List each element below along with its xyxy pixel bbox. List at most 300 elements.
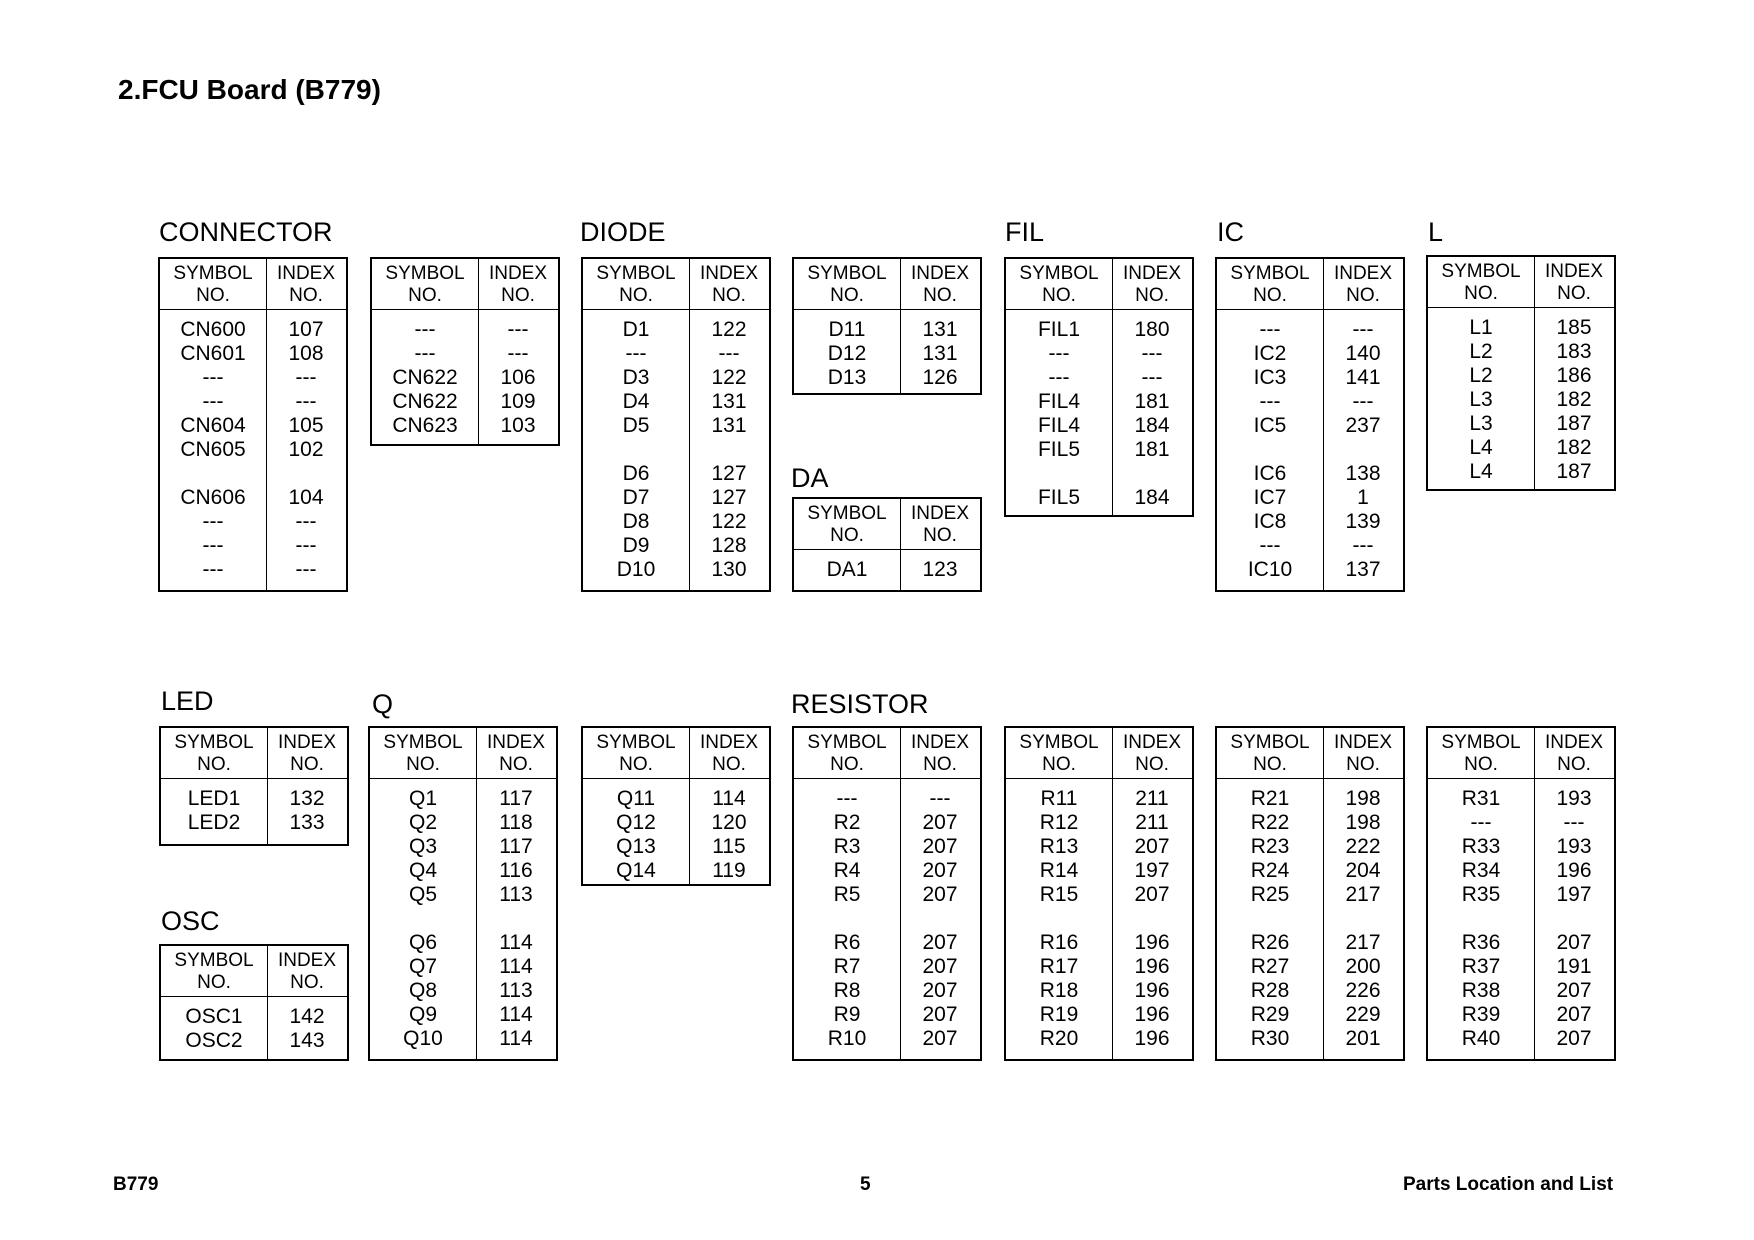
table-row — [1006, 414, 1192, 438]
symbol-cell: R36 — [1461, 931, 1501, 954]
table-row — [583, 318, 769, 342]
index-cell: 207 — [1556, 931, 1592, 954]
table-row — [160, 438, 346, 462]
index-cell — [1112, 462, 1192, 486]
index-cell — [689, 438, 769, 462]
symbol-cell: R7 — [833, 955, 861, 978]
symbol-cell: --- — [202, 534, 224, 557]
table-row — [1006, 907, 1192, 931]
table-row — [160, 486, 346, 510]
table-row — [1428, 460, 1614, 484]
index-cell: 187 — [1556, 460, 1592, 483]
table-header — [372, 259, 558, 310]
symbol-cell: R13 — [1039, 835, 1079, 858]
index-cell: 117 — [499, 787, 533, 810]
index-cell: 104 — [288, 486, 324, 509]
table-row — [370, 883, 556, 907]
symbol-cell: R19 — [1039, 1003, 1079, 1026]
table-body — [1428, 308, 1614, 484]
index-cell: 131 — [711, 390, 747, 413]
index-cell: 139 — [1345, 510, 1381, 533]
index-no-header: INDEX NO. — [910, 732, 970, 775]
table-row — [1006, 979, 1192, 1003]
symbol-cell: --- — [202, 366, 224, 389]
table-row — [1217, 318, 1403, 342]
table-row — [1217, 558, 1403, 582]
symbol-cell: OSC1 — [185, 1005, 243, 1028]
index-cell: 185 — [1556, 316, 1592, 339]
table-row — [1217, 342, 1403, 366]
index-cell: 127 — [711, 486, 747, 509]
index-cell: 109 — [500, 390, 536, 413]
table-row — [372, 342, 558, 366]
table-row — [370, 859, 556, 883]
symbol-cell: Q3 — [408, 835, 437, 858]
symbol-cell: Q4 — [408, 859, 437, 882]
table-header — [794, 259, 980, 310]
table-row — [1428, 1027, 1614, 1051]
table-row — [1217, 1003, 1403, 1027]
table-row — [1217, 438, 1403, 462]
index-cell: --- — [295, 366, 317, 389]
table-row — [583, 510, 769, 534]
table-row — [1006, 462, 1192, 486]
symbol-cell — [1006, 462, 1112, 486]
index-cell: 143 — [289, 1029, 325, 1052]
index-cell — [1323, 438, 1403, 462]
table-row — [794, 1003, 980, 1027]
table-header — [1217, 728, 1403, 779]
symbol-no-header: SYMBOL NO. — [173, 263, 253, 306]
index-cell: 131 — [711, 414, 747, 437]
index-no-header: INDEX NO. — [1122, 263, 1182, 306]
index-cell: 114 — [499, 931, 533, 954]
table-body — [1006, 779, 1192, 1051]
column-divider — [476, 728, 477, 1059]
index-no-header: INDEX NO. — [486, 732, 546, 775]
parts-table-resistor-3 — [1215, 726, 1405, 1061]
table-row — [1006, 1003, 1192, 1027]
section-title-led: LED — [161, 686, 214, 716]
symbol-cell: CN601 — [180, 342, 246, 365]
table-row — [1217, 390, 1403, 414]
column-divider — [1534, 257, 1535, 489]
symbol-cell: FIL5 — [1037, 486, 1081, 509]
symbol-cell — [1217, 438, 1323, 462]
table-row — [1217, 955, 1403, 979]
section-title-ic: IC — [1217, 217, 1244, 247]
table-row — [1006, 811, 1192, 835]
symbol-cell — [794, 907, 900, 931]
table-row — [1006, 931, 1192, 955]
index-cell: --- — [1563, 811, 1585, 834]
symbol-cell: R18 — [1039, 979, 1079, 1002]
symbol-cell: R20 — [1039, 1027, 1079, 1050]
table-body — [1217, 310, 1403, 582]
index-cell: 123 — [922, 558, 958, 581]
footer-page-number: 5 — [860, 1174, 871, 1195]
symbol-cell: R31 — [1461, 787, 1501, 810]
index-cell: --- — [1141, 366, 1163, 389]
index-cell: 137 — [1345, 558, 1381, 581]
table-row — [583, 558, 769, 582]
symbol-cell: Q2 — [408, 811, 437, 834]
table-row — [794, 835, 980, 859]
index-cell: --- — [1352, 534, 1374, 557]
symbol-cell: R6 — [833, 931, 861, 954]
table-row — [372, 414, 558, 438]
table-row — [370, 787, 556, 811]
symbol-no-header: SYMBOL NO. — [1019, 263, 1099, 306]
index-cell: 197 — [1134, 859, 1170, 882]
symbol-cell: D4 — [622, 390, 650, 413]
index-no-header: INDEX NO. — [1333, 263, 1393, 306]
index-cell: 196 — [1134, 955, 1170, 978]
symbol-cell: R37 — [1461, 955, 1501, 978]
symbol-cell: IC2 — [1253, 342, 1287, 365]
column-divider — [1112, 728, 1113, 1059]
index-cell: 198 — [1345, 787, 1381, 810]
table-row — [160, 318, 346, 342]
symbol-cell: R10 — [827, 1027, 867, 1050]
index-cell: --- — [929, 787, 951, 810]
table-row — [370, 811, 556, 835]
table-row — [1006, 859, 1192, 883]
table-row — [370, 979, 556, 1003]
symbol-cell: R28 — [1250, 979, 1290, 1002]
table-row — [1217, 1027, 1403, 1051]
table-row — [1217, 510, 1403, 534]
table-body — [370, 779, 556, 1051]
index-cell: 207 — [922, 1003, 958, 1026]
table-header — [1006, 259, 1192, 310]
symbol-cell: R26 — [1250, 931, 1290, 954]
index-cell: 133 — [289, 811, 325, 834]
symbol-cell: L4 — [1469, 436, 1493, 459]
table-body — [1006, 310, 1192, 510]
table-body — [1217, 779, 1403, 1051]
symbol-cell: L2 — [1469, 364, 1493, 387]
index-no-header: INDEX NO. — [699, 263, 759, 306]
table-row — [1428, 907, 1614, 931]
index-cell: --- — [295, 510, 317, 533]
table-row — [1006, 390, 1192, 414]
table-row — [583, 438, 769, 462]
symbol-cell: IC8 — [1253, 510, 1287, 533]
symbol-cell: L3 — [1469, 412, 1493, 435]
symbol-cell: R8 — [833, 979, 861, 1002]
symbol-cell: --- — [1470, 811, 1492, 834]
index-cell: 207 — [1556, 1027, 1592, 1050]
index-cell: --- — [718, 342, 740, 365]
table-row — [372, 366, 558, 390]
table-row — [794, 931, 980, 955]
index-cell: 183 — [1556, 340, 1592, 363]
section-title-da: DA — [791, 463, 829, 493]
column-divider — [1323, 728, 1324, 1059]
table-header — [1428, 728, 1614, 779]
index-cell: 207 — [1556, 1003, 1592, 1026]
index-cell: 217 — [1345, 931, 1381, 954]
table-row — [161, 811, 347, 835]
symbol-cell: D1 — [622, 318, 650, 341]
index-cell: 207 — [922, 931, 958, 954]
symbol-cell: L1 — [1469, 316, 1493, 339]
column-divider — [900, 259, 901, 393]
table-row — [370, 907, 556, 931]
table-row — [370, 835, 556, 859]
table-row — [1006, 438, 1192, 462]
index-cell: 187 — [1556, 412, 1592, 435]
symbol-no-header: SYMBOL NO. — [174, 950, 254, 993]
index-cell: 127 — [711, 462, 747, 485]
index-cell: 1 — [1357, 486, 1369, 509]
index-no-header: INDEX NO. — [1544, 732, 1604, 775]
table-row — [794, 342, 980, 366]
table-row — [794, 955, 980, 979]
symbol-cell: LED1 — [187, 787, 241, 810]
index-cell: 126 — [922, 366, 958, 389]
section-title-l: L — [1428, 217, 1444, 247]
table-row — [1428, 436, 1614, 460]
table-row — [370, 955, 556, 979]
symbol-no-header: SYMBOL NO. — [807, 503, 887, 546]
column-divider — [1112, 259, 1113, 515]
parts-table-q-2 — [581, 726, 771, 886]
table-row — [583, 787, 769, 811]
symbol-cell — [1006, 907, 1112, 931]
table-row — [160, 558, 346, 582]
symbol-cell: L2 — [1469, 340, 1493, 363]
table-row — [160, 342, 346, 366]
symbol-cell: OSC2 — [185, 1029, 243, 1052]
symbol-cell: R24 — [1250, 859, 1290, 882]
table-row — [794, 318, 980, 342]
table-row — [161, 787, 347, 811]
symbol-no-header: SYMBOL NO. — [807, 263, 887, 306]
table-row — [1006, 835, 1192, 859]
symbol-cell: --- — [202, 390, 224, 413]
index-cell: 180 — [1134, 318, 1170, 341]
symbol-cell: CN623 — [392, 414, 458, 437]
index-cell: 186 — [1556, 364, 1592, 387]
symbol-cell: --- — [414, 342, 436, 365]
table-row — [1428, 364, 1614, 388]
index-cell: 130 — [711, 558, 747, 581]
table-row — [1217, 366, 1403, 390]
table-body — [161, 997, 347, 1053]
index-cell: --- — [295, 534, 317, 557]
symbol-cell: CN604 — [180, 414, 246, 437]
parts-table-osc-1 — [159, 944, 349, 1061]
index-cell: 196 — [1134, 979, 1170, 1002]
symbol-cell: FIL5 — [1037, 438, 1081, 461]
symbol-cell: D5 — [622, 414, 650, 437]
index-cell: 207 — [922, 835, 958, 858]
column-divider — [267, 946, 268, 1059]
index-cell: 207 — [1134, 883, 1170, 906]
symbol-cell — [160, 462, 266, 486]
symbol-no-header: SYMBOL NO. — [1019, 732, 1099, 775]
table-row — [160, 414, 346, 438]
table-row — [1217, 883, 1403, 907]
symbol-cell: Q8 — [408, 979, 437, 1002]
symbol-cell: CN622 — [392, 366, 458, 389]
index-cell: 201 — [1345, 1027, 1381, 1050]
table-row — [1217, 931, 1403, 955]
index-no-header: INDEX NO. — [277, 732, 337, 775]
symbol-no-header: SYMBOL NO. — [596, 732, 676, 775]
table-header — [1428, 257, 1614, 308]
table-row — [370, 1003, 556, 1027]
section-title-fil: FIL — [1005, 217, 1045, 247]
symbol-cell: CN606 — [180, 486, 246, 509]
symbol-cell: R12 — [1039, 811, 1079, 834]
index-cell: 181 — [1134, 390, 1170, 413]
table-body — [161, 779, 347, 835]
index-cell: 207 — [922, 859, 958, 882]
index-cell: 184 — [1134, 486, 1170, 509]
index-cell — [1112, 907, 1192, 931]
table-row — [1428, 316, 1614, 340]
table-body — [583, 310, 769, 582]
column-divider — [1534, 728, 1535, 1059]
symbol-cell: L4 — [1469, 460, 1493, 483]
table-row — [160, 462, 346, 486]
index-cell: 102 — [288, 438, 324, 461]
symbol-cell: D8 — [622, 510, 650, 533]
table-row — [1006, 1027, 1192, 1051]
table-row — [370, 931, 556, 955]
index-cell: 200 — [1345, 955, 1381, 978]
table-body — [794, 550, 980, 582]
index-cell: 184 — [1134, 414, 1170, 437]
symbol-cell: IC7 — [1253, 486, 1287, 509]
index-cell: 197 — [1556, 883, 1592, 906]
index-cell: 207 — [1556, 979, 1592, 1002]
parts-table-resistor-1 — [792, 726, 982, 1061]
index-cell: 132 — [289, 787, 325, 810]
footer-section-title: Parts Location and List — [1403, 1174, 1614, 1195]
symbol-cell: CN622 — [392, 390, 458, 413]
table-row — [160, 534, 346, 558]
symbol-cell — [370, 907, 476, 931]
index-cell: 119 — [712, 859, 746, 882]
symbol-cell: D3 — [622, 366, 650, 389]
symbol-no-header: SYMBOL NO. — [385, 263, 465, 306]
symbol-no-header: SYMBOL NO. — [807, 732, 887, 775]
table-row — [794, 1027, 980, 1051]
table-row — [794, 366, 980, 390]
symbol-cell: D7 — [622, 486, 650, 509]
index-no-header: INDEX NO. — [277, 950, 337, 993]
index-cell: 207 — [922, 811, 958, 834]
table-row — [1006, 955, 1192, 979]
symbol-cell: Q9 — [408, 1003, 437, 1026]
table-row — [1217, 811, 1403, 835]
table-body — [372, 310, 558, 438]
symbol-cell: --- — [836, 787, 858, 810]
index-cell: --- — [507, 342, 529, 365]
table-row — [794, 883, 980, 907]
table-header — [161, 728, 347, 779]
symbol-cell: --- — [1259, 534, 1281, 557]
table-row — [1428, 1003, 1614, 1027]
table-row — [1217, 486, 1403, 510]
table-row — [794, 979, 980, 1003]
table-row — [794, 558, 980, 582]
symbol-cell: Q1 — [408, 787, 437, 810]
table-body — [160, 310, 346, 582]
index-cell: 226 — [1345, 979, 1381, 1002]
table-row — [160, 366, 346, 390]
table-row — [583, 859, 769, 883]
parts-table-q-1 — [368, 726, 558, 1061]
table-row — [583, 534, 769, 558]
parts-table-diode-1 — [581, 257, 771, 592]
index-cell: --- — [1141, 342, 1163, 365]
table-row — [1006, 318, 1192, 342]
index-cell: 113 — [499, 979, 533, 1002]
symbol-no-header: SYMBOL NO. — [1230, 263, 1310, 306]
table-row — [1428, 340, 1614, 364]
table-row — [1428, 859, 1614, 883]
parts-table-l-1 — [1426, 255, 1616, 491]
table-row — [1428, 388, 1614, 412]
index-cell: 217 — [1345, 883, 1381, 906]
index-cell: 196 — [1134, 1027, 1170, 1050]
symbol-cell: CN600 — [180, 318, 246, 341]
index-no-header: INDEX NO. — [699, 732, 759, 775]
table-row — [1217, 907, 1403, 931]
index-cell: 207 — [922, 1027, 958, 1050]
section-title-resistor: RESISTOR — [791, 689, 929, 719]
parts-table-resistor-4 — [1426, 726, 1616, 1061]
symbol-cell: Q7 — [408, 955, 437, 978]
index-no-header: INDEX NO. — [910, 263, 970, 306]
table-row — [583, 811, 769, 835]
symbol-cell: R33 — [1461, 835, 1501, 858]
symbol-cell: LED2 — [187, 811, 241, 834]
symbol-cell: R4 — [833, 859, 861, 882]
index-cell: 198 — [1345, 811, 1381, 834]
column-divider — [478, 259, 479, 444]
index-cell: 193 — [1556, 787, 1592, 810]
column-divider — [689, 728, 690, 884]
index-cell: 116 — [499, 859, 533, 882]
index-cell — [900, 907, 980, 931]
symbol-no-header: SYMBOL NO. — [596, 263, 676, 306]
parts-table-connector-2 — [370, 257, 560, 446]
symbol-cell: R40 — [1461, 1027, 1501, 1050]
symbol-cell: R9 — [833, 1003, 861, 1026]
index-cell: --- — [1352, 318, 1374, 341]
index-cell: --- — [507, 318, 529, 341]
table-row — [583, 366, 769, 390]
symbol-cell: D10 — [616, 558, 656, 581]
table-row — [583, 390, 769, 414]
table-body — [1428, 779, 1614, 1051]
symbol-cell: Q11 — [616, 787, 656, 810]
table-row — [1217, 835, 1403, 859]
symbol-cell: R3 — [833, 835, 861, 858]
index-cell: 122 — [711, 366, 747, 389]
index-no-header: INDEX NO. — [1122, 732, 1182, 775]
index-no-header: INDEX NO. — [1544, 261, 1604, 304]
index-cell: 120 — [711, 811, 747, 834]
symbol-cell: D11 — [828, 318, 866, 341]
index-cell — [1323, 907, 1403, 931]
